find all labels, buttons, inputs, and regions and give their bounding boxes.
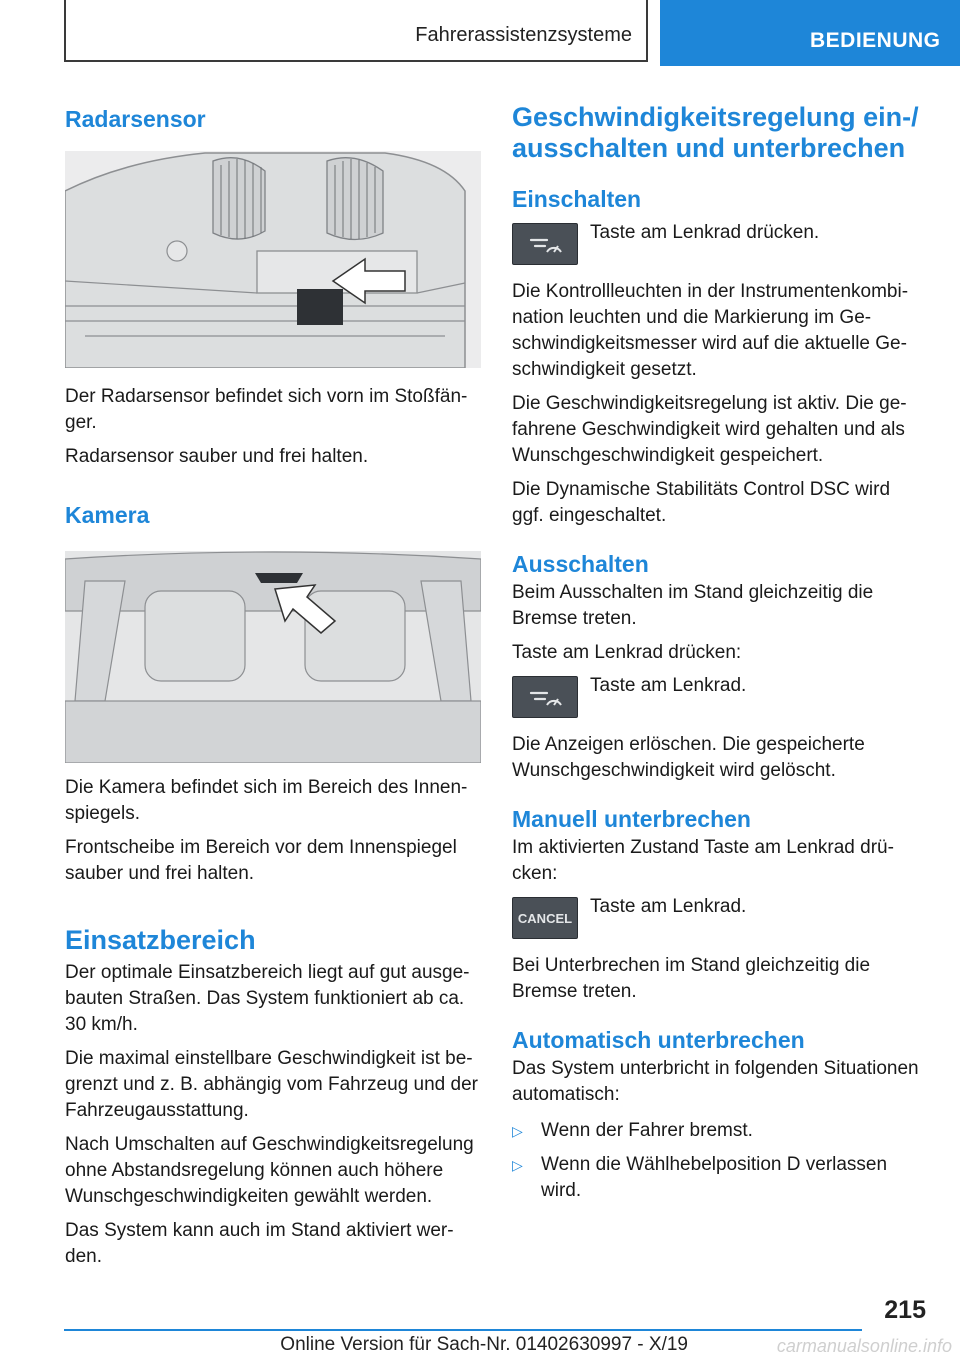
switch-off-text-3: Die Anzeigen erlöschen. Die gespeicherte Wunschgeschwindigkeit wird gelöscht. bbox=[512, 734, 865, 781]
range-text-3: Nach Umschalten auf Geschwindigkeitsregelung ohne Abstandsregelung können auch höhere Wunschgeschwindigkeiten gewählt werden. bbox=[65, 1134, 474, 1207]
speedometer-icon bbox=[525, 232, 565, 256]
radar-text-1: Der Radarsensor befindet sich vorn im Stoßfän-ger. bbox=[65, 386, 468, 433]
cancel-button-icon: CANCEL bbox=[512, 897, 578, 939]
auto-interrupt-list bbox=[512, 1118, 926, 1204]
section-title: Fahrerassistenzsysteme bbox=[64, 0, 648, 62]
watermark: carmanualsonline.info bbox=[776, 1336, 952, 1356]
switch-off-heading: Ausschalten bbox=[512, 551, 649, 577]
auto-interrupt-text-1: Das System unterbricht in folgenden Situationen automatisch: bbox=[512, 1058, 919, 1105]
manual-interrupt-button-text: Taste am Lenkrad. bbox=[590, 896, 747, 917]
cruise-control-button-icon bbox=[512, 223, 578, 265]
range-heading: Einsatzbereich bbox=[65, 925, 256, 955]
switch-off-text-1: Beim Ausschalten im Stand gleichzeitig die Bremse treten. bbox=[512, 582, 874, 629]
manual-interrupt-text-1: Im aktivierten Zustand Taste am Lenkrad drü-cken: bbox=[512, 837, 894, 884]
switch-off-instruction bbox=[512, 674, 926, 718]
camera-text-1: Die Kamera befindet sich im Bereich des Innen-spiegels. bbox=[65, 777, 468, 824]
switch-on-button-text: Taste am Lenkrad drücken. bbox=[590, 222, 820, 243]
speedometer-icon bbox=[525, 685, 565, 709]
radar-sensor-figure bbox=[65, 151, 481, 368]
auto-interrupt-heading: Automatisch unterbrechen bbox=[512, 1027, 805, 1053]
switch-on-heading: Einschalten bbox=[512, 186, 642, 212]
switch-off-button-text: Taste am Lenkrad. bbox=[590, 675, 747, 696]
manual-interrupt-text-2: Bei Unterbrechen im Stand gleichzeitig die Bremse treten. bbox=[512, 955, 871, 1002]
triangle-bullet-icon: ▷ bbox=[512, 1123, 523, 1139]
switch-on-instruction bbox=[512, 221, 926, 265]
footer-divider bbox=[64, 1329, 862, 1331]
switch-off-text-2: Taste am Lenkrad drücken: bbox=[512, 642, 742, 663]
windshield-illustration bbox=[65, 551, 481, 763]
car-front-illustration bbox=[65, 151, 481, 368]
range-text-4: Das System kann auch im Stand aktiviert wer-den. bbox=[65, 1220, 454, 1267]
triangle-bullet-icon: ▷ bbox=[512, 1157, 523, 1173]
cruise-control-button-icon bbox=[512, 676, 578, 718]
right-column bbox=[512, 100, 926, 1212]
camera-heading: Kamera bbox=[65, 502, 150, 528]
switch-on-text-1: Die Kontrollleuchten in der Instrumentenkombi-nation leuchten und die Markierung im Ge-schwindigkeitsmesser wird auf die aktuelle Ge-schwindigkeit gesetzt. bbox=[512, 281, 909, 380]
left-column bbox=[65, 100, 481, 1278]
radar-text-2: Radarsensor sauber und frei halten. bbox=[65, 446, 369, 467]
radar-heading: Radarsensor bbox=[65, 106, 206, 132]
switch-on-text-3: Die Dynamische Stabilitäts Control DSC wird ggf. eingeschaltet. bbox=[512, 479, 891, 526]
page-number: 215 bbox=[884, 1296, 926, 1324]
camera-figure bbox=[65, 551, 481, 763]
manual-interrupt-heading: Manuell unterbrechen bbox=[512, 806, 751, 832]
manual-interrupt-instruction bbox=[512, 895, 926, 939]
range-text-1: Der optimale Einsatzbereich liegt auf gut ausge-bauten Straßen. Das System funktioniert ab ca. 30 km/h. bbox=[65, 962, 470, 1035]
list-item: ▷ Wenn die Wählhebelposition D verlassen wird. bbox=[512, 1154, 888, 1201]
range-text-2: Die maximal einstellbare Geschwindigkeit ist be-grenzt und z. B. abhängig vom Fahrzeug und der Fahrzeugausstattung. bbox=[65, 1048, 478, 1121]
cruise-control-heading: Geschwindigkeitsregelung ein-/ ausschalten und unterbrechen bbox=[512, 102, 919, 163]
switch-on-text-2: Die Geschwindigkeitsregelung ist aktiv. Die ge-fahrene Geschwindigkeit wird gehalten und als Wunschgeschwindigkeit gespeichert. bbox=[512, 393, 907, 466]
list-item: ▷ Wenn der Fahrer bremst. bbox=[512, 1118, 926, 1144]
camera-text-2: Frontscheibe im Bereich vor dem Innenspiegel sauber und frei halten. bbox=[65, 837, 457, 884]
online-version-label: Online Version für Sach-Nr. 01402630997 - X/19 bbox=[280, 1334, 688, 1355]
chapter-tab: BEDIENUNG bbox=[660, 0, 960, 66]
page-header bbox=[64, 0, 960, 66]
